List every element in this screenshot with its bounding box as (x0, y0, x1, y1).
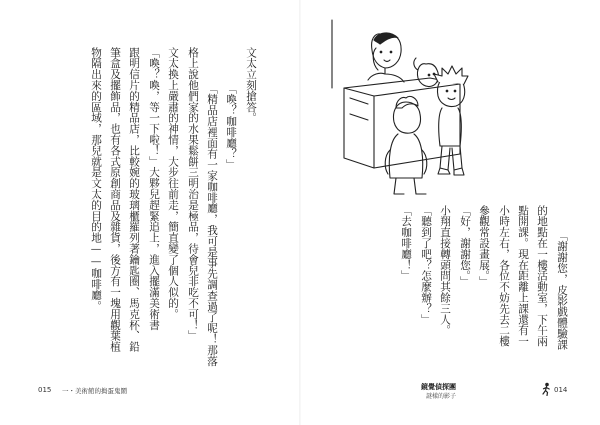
text-column: 「好，謝謝您。」 (459, 205, 471, 287)
text-column: 「精品店裡面有一家咖啡廳，我可是事先調查過了呢！那落 (206, 83, 218, 367)
text-column: 參觀常設畫展。」 (478, 205, 490, 287)
page-number: 014 (554, 386, 568, 394)
text-column: 跟明信片的精品店，比較婉的玻璃櫃羅列著鑰匙圈、馬克杯、鉛 (128, 47, 140, 353)
text-column: 「聽到了吧？怎麼辦？」 (420, 205, 432, 325)
text-column: 筆盒及擺飾品，也有各式原創商品及雜貨，後方有一塊用觀葉植 (109, 47, 121, 353)
text-column: 的地點在一樓活動室，下午兩 (536, 205, 548, 347)
text-column: 小時左右，各位不妨先去二樓 (498, 205, 510, 347)
text-column: 點開課。現在距離上課還有一 (517, 205, 529, 347)
page-number: 015 (38, 386, 52, 394)
text-column: 物隔出來的區域，那兒就是文太的目的地——咖啡廳。 (90, 47, 102, 312)
text-column: 「去咖啡廳！」 (400, 205, 412, 282)
text-column: 「喚？喚，等一下啦！」大夥兒趕緊追上，進入擺滿美術書 (148, 47, 160, 331)
text-column: 「謝謝您，皮影戲體驗課 (556, 230, 568, 350)
series-subtitle: 謎樣的影子 (426, 393, 457, 400)
text-column: 「喚？咖啡廳？」 (225, 83, 237, 171)
series-title: 鏡覺偵探團 (421, 383, 456, 391)
running-head: 一・美術館的搗蛋鬼鬧 (62, 387, 127, 395)
text-column: 文太換上嚴肅的神情，大步往前走，簡直變了個人似的。 (167, 47, 179, 320)
reception-desk-illustration (330, 18, 480, 198)
running-figure-icon (541, 382, 551, 396)
text-column: 格上說他們家的水果鬆餅三明治是極品，待會兒非吃不可！」 (187, 47, 199, 342)
text-column: 文太立刻搶答。 (245, 47, 257, 124)
text-column: 小翔直接轉頭問其餘三人。 (439, 205, 451, 336)
